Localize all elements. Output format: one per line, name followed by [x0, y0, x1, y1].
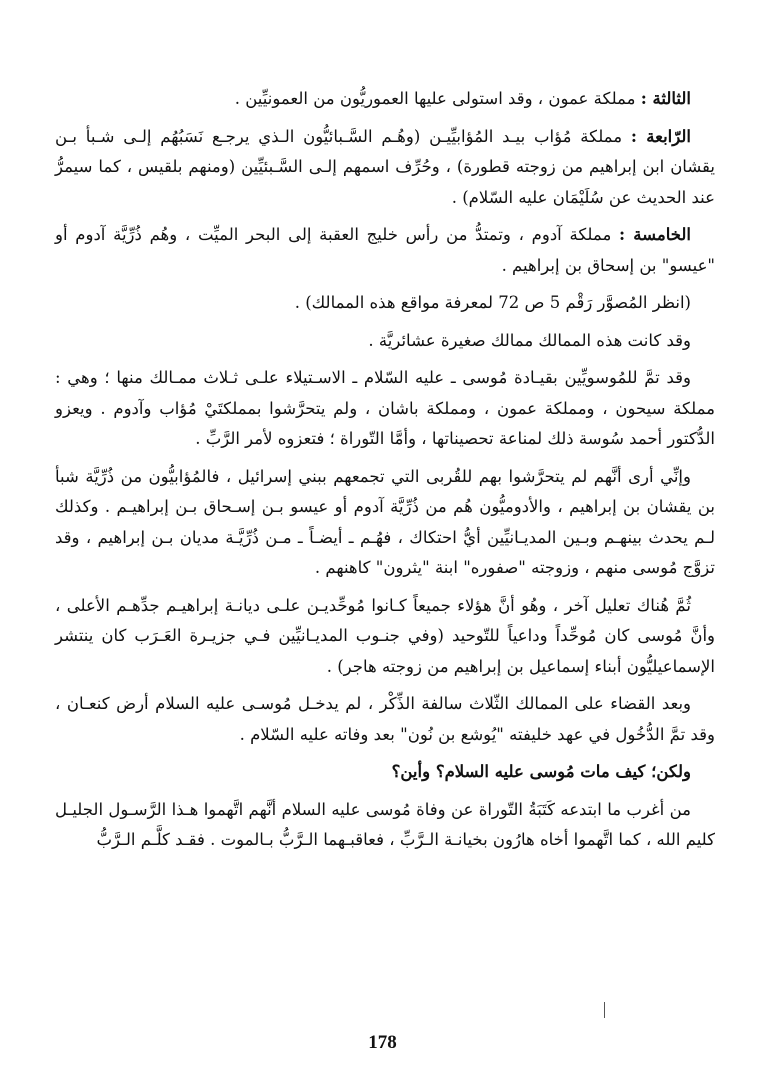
paragraph-after-conquest	[55, 689, 715, 750]
page-body-text	[55, 84, 715, 856]
paragraph-text: وإنِّي أرى أنَّهم لم يتحرَّشوا بهم للقُربى التي تجمعهم ببني إسرائيل ، فالمُؤابيُّون من ذُرِّيَّة شبأ بن يقشان بن إبراهيم ، والأدوميُّون هُم من ذُرِّيَّة آدوم أو عيسو بـن إسـحاق بـن إبراهيـم . وكذلك لـم يحدث بينهـم وبـين المديـانيِّين أيُّ احتكاك ، فهُـم ـ أيضـاً ـ مـن ذُرِّيَّـة مديان بـن إبراهيم ، وقد تزوَّج مُوسى منهم ، وزوجته "صفوره" ابنة "يثرون" كاهنهم .	[55, 466, 715, 577]
paragraph-text: وقد كانت هذه الممالك ممالك صغيرة عشائريَّة .	[368, 330, 691, 350]
paragraph-label: الرّابعة :	[630, 126, 691, 146]
paragraph-another-reason	[55, 591, 715, 683]
paragraph-text: ثُمَّ هُناك تعليل آخر ، وهُو أنَّ هؤلاء جميعاً كـانوا مُوحِّديـن علـى ديانـة إبراهيـم جدِّهـم الأعلى ، وأنَّ مُوسى كان مُوحِّداً وداعياً للتّوحيد (وفي جنـوب المديـانيِّين فـي جزيـرة العَـرَب كان ينتشر الإسماعيليُّون أبناء إسماعيل بن إبراهيم من زوجته هاجر) .	[55, 595, 715, 676]
paragraph-small-kingdoms	[55, 326, 715, 357]
paragraph-map-reference	[55, 288, 715, 319]
paragraph-fifth-kingdom	[55, 220, 715, 281]
heading-text: ولكن؛ كيف مات مُوسى عليه السلام؟ وأين؟	[391, 762, 691, 781]
paragraph-text: وبعد القضاء على الممالك الثّلاث سالفة الذِّكْر ، لم يدخـل مُوسـى عليه السلام أرض كنعـان ، وقد تمَّ الدُّخُول في عهد خليفته "يُوشع بن نُون" بعد وفاته عليه السّلام .	[55, 694, 715, 744]
paragraph-fourth-kingdom	[55, 122, 715, 214]
margin-mark	[604, 1002, 605, 1018]
paragraph-third-kingdom	[55, 84, 715, 115]
section-heading	[55, 757, 715, 788]
paragraph-label: الثالثة :	[640, 89, 691, 108]
paragraph-kinship	[55, 462, 715, 584]
paragraph-text: مملكة آدوم ، وتمتدُّ من رأس خليج العقبة إلى البحر الميِّت ، وهُم ذُرِّيَّة آدوم أو "عيسو" بن إسحاق بن إبراهيم .	[55, 225, 715, 275]
paragraph-text: مملكة مُؤاب بيـد المُؤابيِّيـن (وهُـم السَّـبائيُّون الـذي يرجـع نَسَبُهُم إلـى شـبأ بـن يقشان ابن إبراهيم من زوجته قطورة) ، وحُرِّف اسمهم إلـى السَّـبئيِّين (ومنهم بلقيس ، كما سيمرُّ عند الحديث عن سُلَيْمَان عليه السّلام) .	[55, 126, 715, 207]
paragraph-text: (انظر المُصوَّر رَقْم 5 ص 72 لمعرفة مواقع هذه الممالك) .	[294, 293, 691, 312]
paragraph-death-of-moses	[55, 795, 715, 856]
paragraph-label: الخامسة :	[619, 225, 691, 244]
paragraph-text: وقد تمَّ للمُوسويِّين بقيـادة مُوسى ـ عليه السّلام ـ الاسـتيلاء علـى ثـلاث ممـالك منها ؛ وهي : مملكة سيحون ، ومملكة عمون ، ومملكة باشان ، ولم يتحرَّشوا بمملكتَيْ مُؤاب وآدوم . ويعزو الدُّكتور أحمد سُوسة ذلك لمناعة تحصيناتها ، وأمَّا التّوراة ؛ فتعزوه لأمر الرَّبِّ .	[55, 368, 715, 448]
paragraph-text: مملكة عمون ، وقد استولى عليها العموريُّون من العمونيِّين .	[234, 89, 641, 108]
paragraph-text: من أغرب ما ابتدعه كَتَبَةُ التّوراة عن وفاة مُوسى عليه السلام أنَّهم اتَّهموا هـذا الرَّسـول الجليـل كليم الله ، كما اتَّهموا أخاه هارُون بخيانـة الـرَّبِّ ، فعاقبـهما الـرَّبُّ بـالموت . فقـد كلَّـم الـرَّبُّ	[55, 799, 715, 849]
page-number: 178	[368, 1032, 397, 1053]
paragraph-conquest	[55, 363, 715, 455]
